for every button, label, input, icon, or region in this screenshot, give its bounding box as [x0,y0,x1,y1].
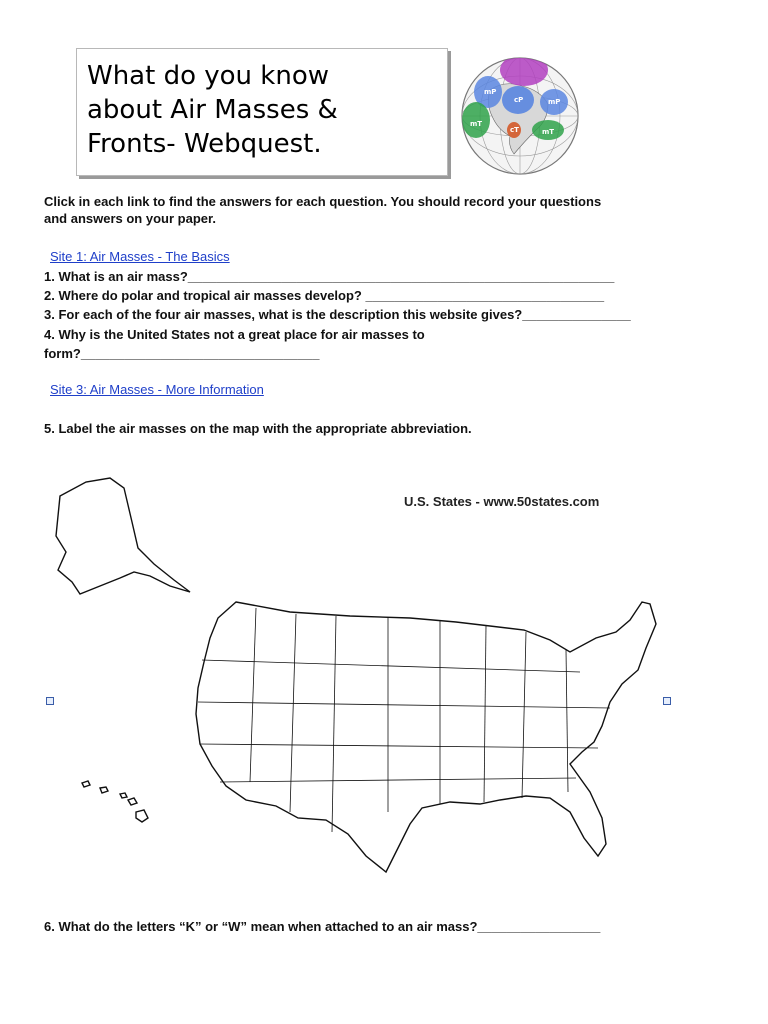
title-box [76,48,448,176]
map-resize-handle-left[interactable] [46,697,54,705]
globe-label-mp-east: mP [548,98,561,106]
arctic-air-mass [500,54,548,86]
globe-label-cp: cP [514,96,524,104]
question-1: 1. What is an air mass?___________________________________________________________ [44,269,615,284]
hawaii-outline [82,781,148,822]
title-line-1: What do you know [87,61,329,91]
globe-label-mt-west: mT [470,120,483,128]
globe-label-ct: cT [510,126,519,134]
question-3: 3. For each of the four air masses, what is the description this website gives?_______________ [44,307,631,322]
us-states-outline-map [50,452,670,912]
title-line-3: Fronts- Webquest. [87,129,322,159]
globe-label-mp-west: mP [484,88,497,96]
instructions-line-2: and answers on your paper. [44,211,216,226]
instructions-line-1: Click in each link to find the answers for each question. You should record your questions [44,194,602,209]
globe-label-mt-east: mT [542,128,555,136]
question-5: 5. Label the air masses on the map with the appropriate abbreviation. [44,421,472,436]
question-6: 6. What do the letters “K” or “W” mean when attached to an air mass?_________________ [44,919,601,934]
contiguous-us-outline [196,602,656,872]
map-resize-handle-right[interactable] [663,697,671,705]
map-credit-label: U.S. States - www.50states.com [404,494,600,509]
site-1-link[interactable]: Site 1: Air Masses - The Basics [50,249,230,264]
title-line-2: about Air Masses & [87,95,338,125]
air-mass-globe-image [452,50,582,178]
site-3-link[interactable]: Site 3: Air Masses - More Information [50,382,264,397]
question-2: 2. Where do polar and tropical air masses develop? _________________________________ [44,288,605,303]
question-4-line-1: 4. Why is the United States not a great place for air masses to [44,327,425,342]
alaska-outline [56,478,190,594]
question-4-line-2: form?_________________________________ [44,346,320,361]
